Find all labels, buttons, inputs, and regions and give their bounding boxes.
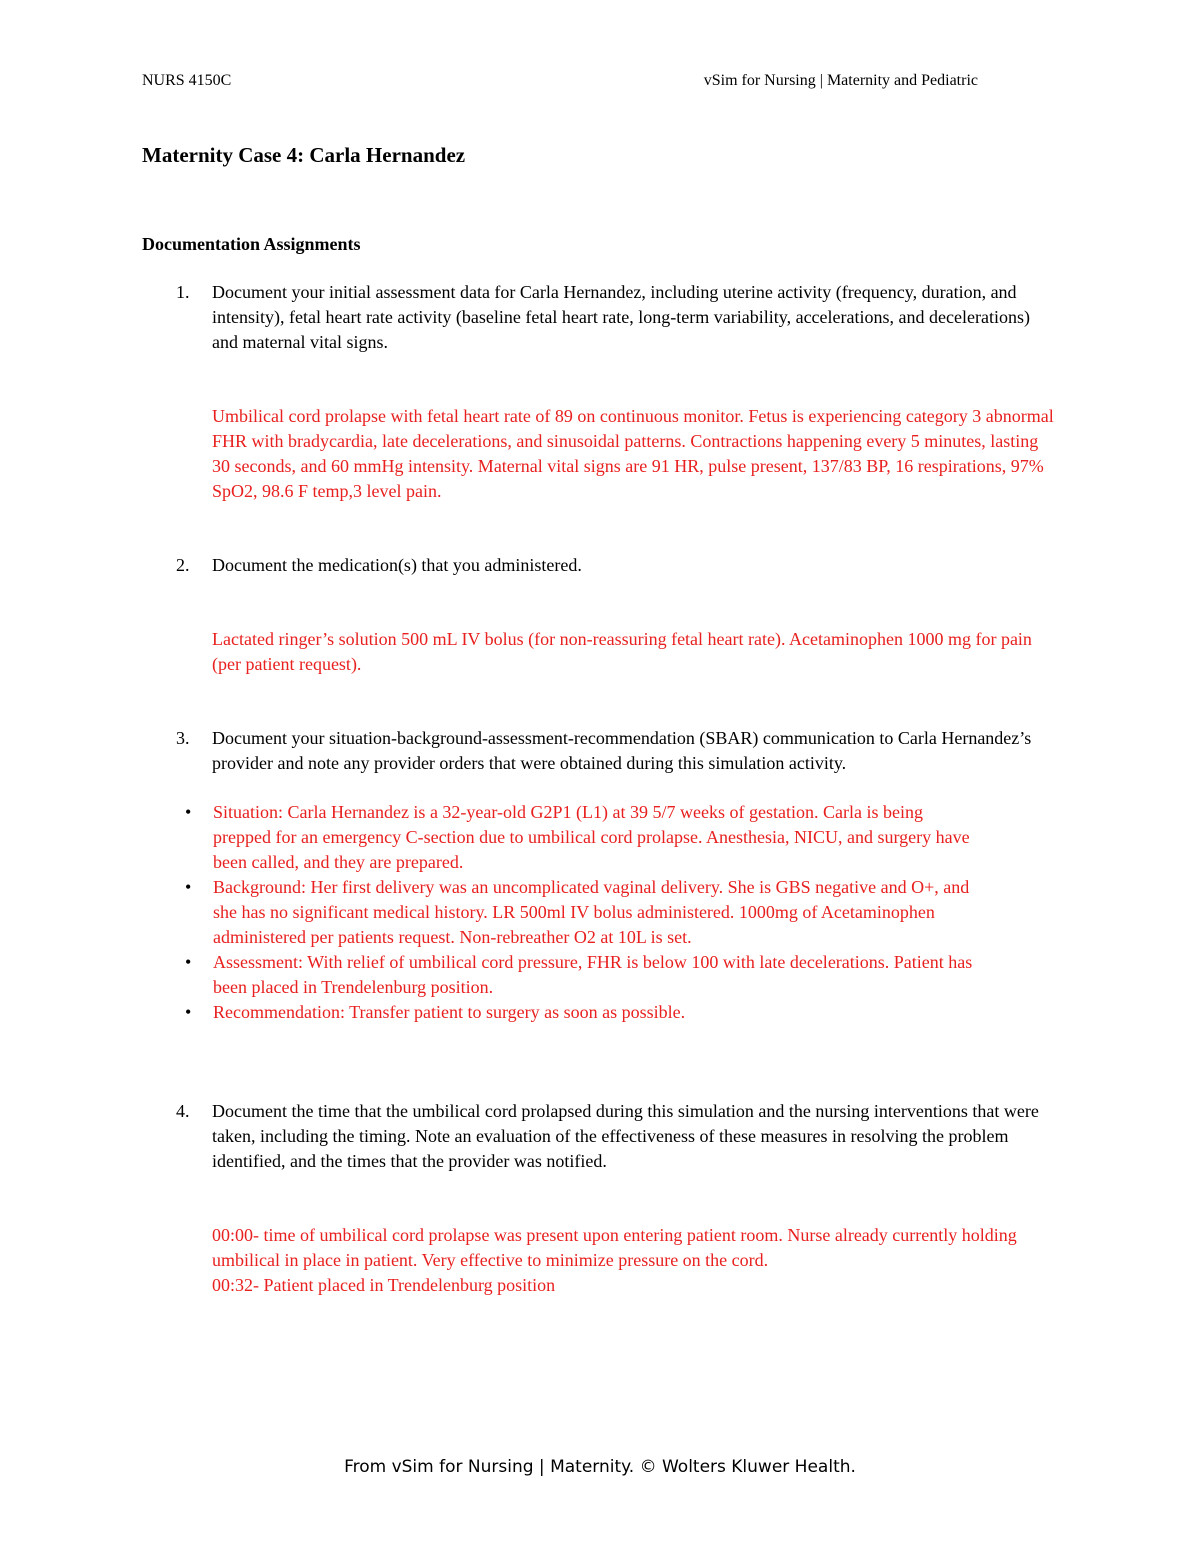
sbar-text: Situation: Carla Hernandez is a 32-year-old G2P1 (L1) at 39 5/7 weeks of gestation. Carla is being prepped for an emergency C-section due to umbilical cord prolapse. Anesthesia, NICU, and surgery have been called, and they are prepared. xyxy=(213,802,970,872)
section-heading: Documentation Assignments xyxy=(142,234,361,254)
assignment-item-2 xyxy=(142,553,1062,677)
item-number: 2. xyxy=(176,555,190,575)
page-title: Maternity Case 4: Carla Hernandez xyxy=(142,143,466,167)
sbar-text: Background: Her first delivery was an uncomplicated vaginal delivery. She is GBS negative and O+, and she has no significant medical history. LR 500ml IV bolus administered. 1000mg of Acetaminophen administered per patients request. Non-rebreather O2 at 10L is set. xyxy=(213,877,970,947)
sbar-text: Assessment: With relief of umbilical cord pressure, FHR is below 100 with late decelerations. Patient has been placed in Trendelenburg position. xyxy=(213,952,973,997)
item-question: Document your situation-background-assessment-recommendation (SBAR) communication to Carla Hernandez’s provider and note any provider orders that were obtained during this simulation activity. xyxy=(212,728,1032,773)
header-course: NURS 4150C xyxy=(142,72,232,89)
item-question: Document the medication(s) that you administered. xyxy=(212,555,582,575)
bullet-icon: • xyxy=(185,952,192,972)
sbar-assessment xyxy=(142,950,1062,1000)
bullet-icon: • xyxy=(185,802,192,822)
sbar-text: Recommendation: Transfer patient to surgery as soon as possible. xyxy=(213,1002,686,1022)
item-answer-line: 00:32- Patient placed in Trendelenburg position xyxy=(212,1275,556,1295)
page-footer: From vSim for Nursing | Maternity. © Wolters Kluwer Health. xyxy=(344,1457,856,1477)
item-number: 4. xyxy=(176,1101,190,1121)
item-number: 1. xyxy=(176,282,190,302)
sbar-recommendation xyxy=(142,1000,1062,1025)
item-question: Document the time that the umbilical cord prolapsed during this simulation and the nursing interventions that were taken, including the timing. Note an evaluation of the effectiveness of these measures in resolving the problem identified, and the times that the provider was notified. xyxy=(212,1101,1039,1171)
assignment-item-4 xyxy=(142,1099,1062,1298)
bullet-icon: • xyxy=(185,1002,192,1022)
sbar-list xyxy=(142,800,1062,1025)
header-source: vSim for Nursing | Maternity and Pediatric xyxy=(703,72,978,89)
sbar-background xyxy=(142,875,1062,950)
item-answer: Lactated ringer’s solution 500 mL IV bolus (for non-reassuring fetal heart rate). Acetaminophen 1000 mg for pain (per patient request). xyxy=(212,629,1032,674)
assignment-item-1 xyxy=(142,280,1062,504)
item-answer: Umbilical cord prolapse with fetal heart rate of 89 on continuous monitor. Fetus is experiencing category 3 abnormal FHR with bradycardia, late decelerations, and sinusoidal patterns. Contractions happening every 5 minutes, lasting 30 seconds, and 60 mmHg intensity. Maternal vital signs are 91 HR, pulse present, 137/83 BP, 16 respirations, 97% SpO2, 98.6 F temp,3 level pain. xyxy=(212,406,1054,501)
assignment-item-3 xyxy=(142,726,1062,776)
sbar-situation xyxy=(142,800,1062,875)
item-answer-line: 00:00- time of umbilical cord prolapse was present upon entering patient room. Nurse already currently holding umbilical in place in patient. Very effective to minimize pressure on the cord. xyxy=(212,1225,1017,1270)
assignment-list xyxy=(142,280,1062,1298)
item-number: 3. xyxy=(176,728,190,748)
bullet-icon: • xyxy=(185,877,192,897)
item-question: Document your initial assessment data for Carla Hernandez, including uterine activity (frequency, duration, and intensity), fetal heart rate activity (baseline fetal heart rate, long-term variability, accelerations, and decelerations) and maternal vital signs. xyxy=(212,282,1030,352)
